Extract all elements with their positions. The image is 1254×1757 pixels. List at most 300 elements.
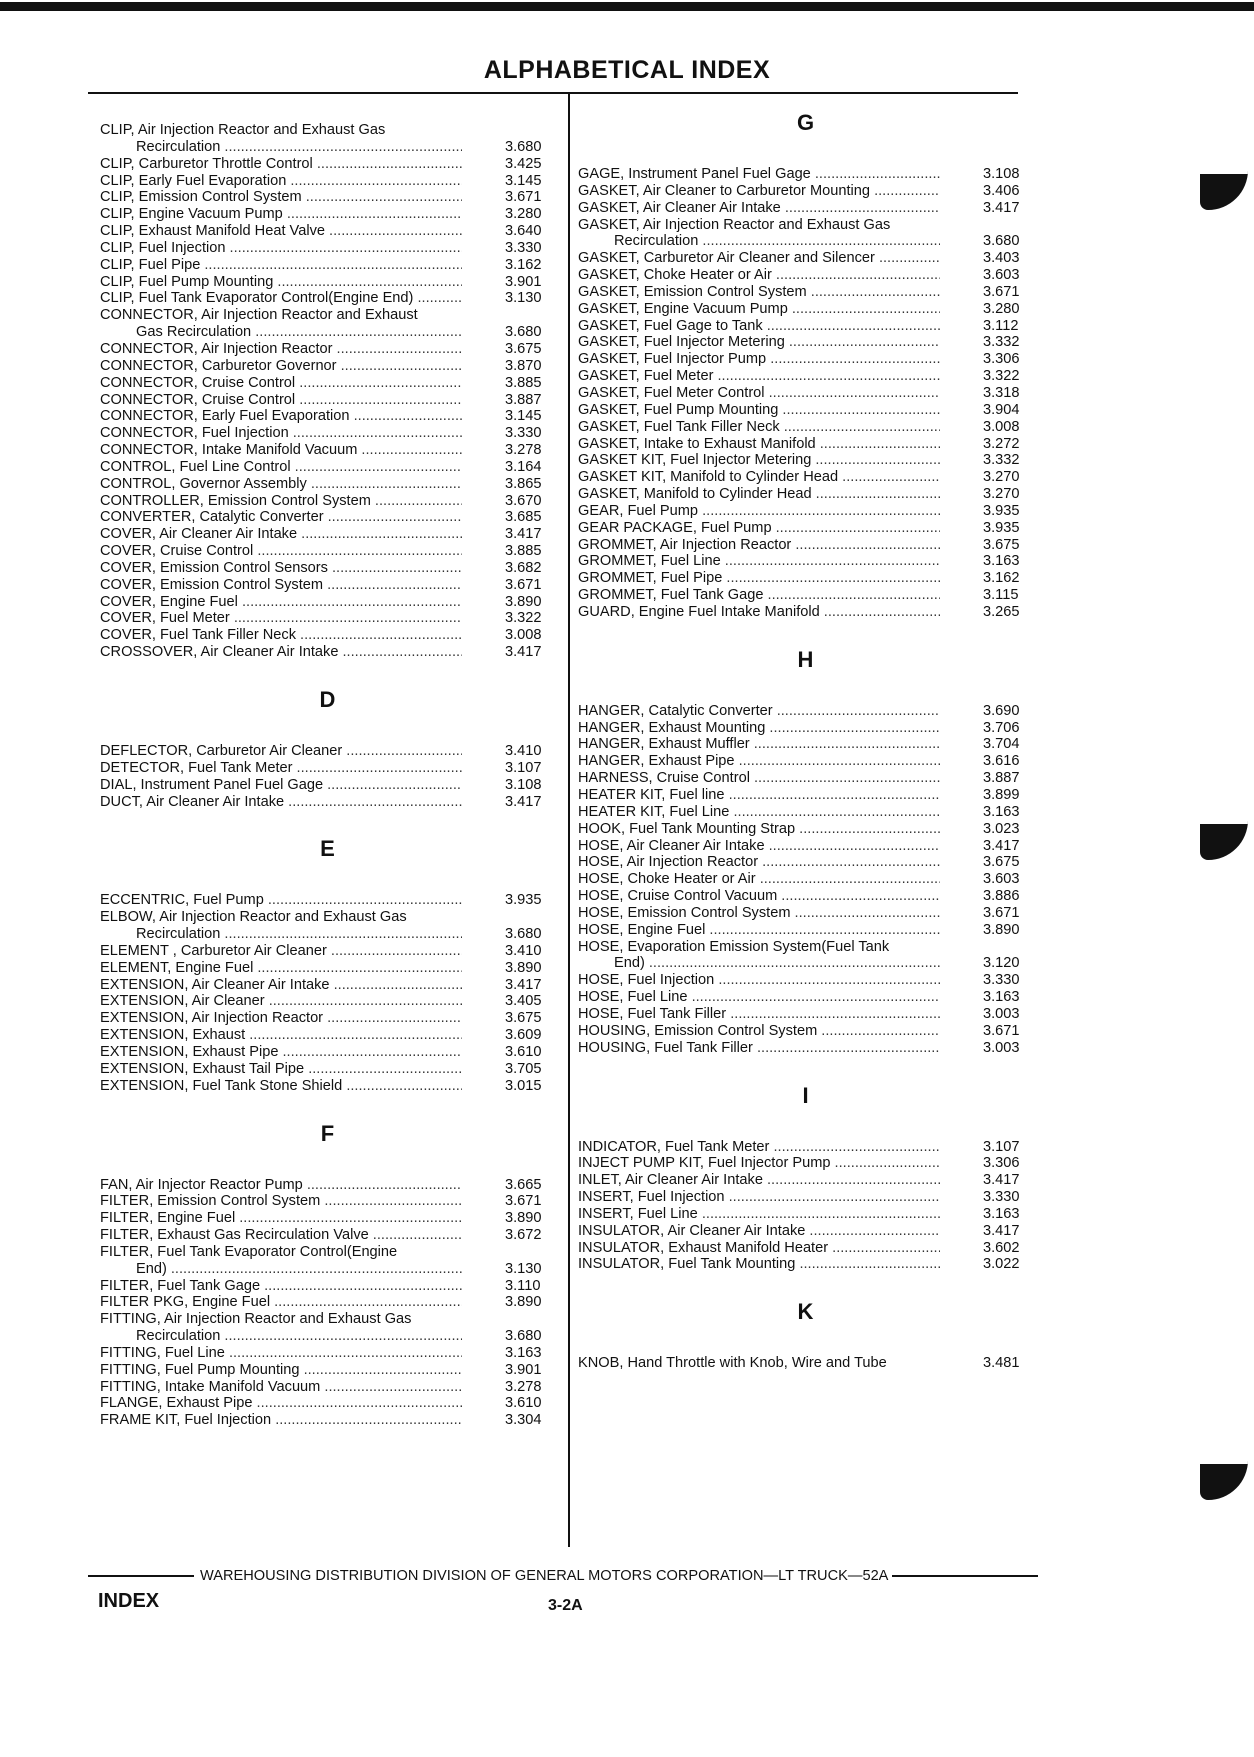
- index-entry: [578, 267, 1033, 284]
- index-entry: [100, 543, 555, 560]
- index-entry: [578, 436, 1033, 453]
- entry-name: HOSE, Fuel Line .....: [578, 989, 940, 1006]
- entry-page-ref: 3.885: [505, 374, 542, 391]
- section-letter-heading: G: [796, 110, 815, 135]
- entry-continuation: Gas Recirculation .....: [100, 324, 462, 341]
- entry-name: FILTER, Emission Control System .....: [100, 1193, 462, 1210]
- index-entry: [578, 183, 1033, 200]
- entry-name: FITTING, Intake Manifold Vacuum .....: [100, 1379, 462, 1396]
- index-entry: [578, 753, 1033, 770]
- entry-name: COVER, Engine Fuel .....: [100, 594, 462, 611]
- entry-page-ref: 3.163: [983, 989, 1020, 1006]
- entry-name: CONTROLLER, Emission Control System .....: [100, 493, 462, 510]
- entry-name: CLIP, Carburetor Throttle Control .....: [100, 156, 462, 173]
- entry-continuation: End) .....: [100, 1261, 462, 1278]
- entry-name: INLET, Air Cleaner Air Intake .....: [578, 1172, 940, 1189]
- entry-name: HOSE, Fuel Injection .....: [578, 972, 940, 989]
- entry-page-ref: 3.145: [505, 408, 542, 425]
- entry-page-ref: 3.417: [983, 837, 1020, 854]
- entry-page-ref: 3.008: [505, 627, 542, 644]
- entry-name: ELEMENT, Engine Fuel .....: [100, 960, 462, 977]
- entry-page-ref: 3.270: [983, 469, 1020, 486]
- index-entry: [100, 358, 555, 375]
- entry-name: HANGER, Catalytic Converter .....: [578, 703, 940, 720]
- entry-page-ref: 3.704: [983, 736, 1020, 753]
- entry-page-ref: 3.671: [505, 576, 542, 593]
- entry-page-ref: 3.672: [505, 1227, 542, 1244]
- index-entry: [100, 1345, 555, 1362]
- entry-name: CONNECTOR, Fuel Injection .....: [100, 425, 462, 442]
- entry-name: GASKET KIT, Manifold to Cylinder Head .....: [578, 469, 940, 486]
- entry-name: COVER, Emission Control System .....: [100, 577, 462, 594]
- entry-name: HOSE, Evaporation Emission System(Fuel Tank: [578, 938, 890, 955]
- entry-name: FILTER, Engine Fuel .....: [100, 1210, 462, 1227]
- index-section: [100, 836, 555, 1094]
- index-section: [100, 1121, 555, 1430]
- index-entry: [578, 1172, 1033, 1189]
- index-entry: [100, 1027, 555, 1044]
- index-section: [578, 1083, 1033, 1274]
- entry-name: GUARD, Engine Fuel Intake Manifold .....: [578, 604, 940, 621]
- index-entry: [578, 1139, 1033, 1156]
- right-index-column: [578, 110, 1033, 1372]
- entry-name: GEAR PACKAGE, Fuel Pump .....: [578, 520, 940, 537]
- entry-name: CONNECTOR, Intake Manifold Vacuum .....: [100, 442, 462, 459]
- index-entry: [578, 486, 1033, 503]
- index-entry: [100, 392, 555, 409]
- entry-continuation: Recirculation .....: [578, 233, 940, 250]
- entry-name: HOSE, Cruise Control Vacuum .....: [578, 888, 940, 905]
- index-entry: [578, 520, 1033, 537]
- entry-name: GROMMET, Fuel Line .....: [578, 553, 940, 570]
- index-entry: [578, 301, 1033, 318]
- entry-page-ref: 3.680: [505, 926, 542, 943]
- entry-name: HOSE, Fuel Tank Filler .....: [578, 1006, 940, 1023]
- index-entry: [578, 419, 1033, 436]
- entry-name: GASKET, Emission Control System .....: [578, 284, 940, 301]
- index-entry: [578, 1355, 1033, 1372]
- index-entry: [578, 736, 1033, 753]
- entry-name: HANGER, Exhaust Pipe .....: [578, 753, 940, 770]
- entry-page-ref: 3.162: [505, 256, 542, 273]
- index-entry: [100, 594, 555, 611]
- entry-name: COVER, Fuel Tank Filler Neck .....: [100, 627, 462, 644]
- entry-continuation: Recirculation .....: [100, 926, 462, 943]
- entry-page-ref: 3.671: [983, 1022, 1020, 1039]
- index-entry: [578, 1206, 1033, 1223]
- entry-page-ref: 3.130: [505, 290, 542, 307]
- entry-page-ref: 3.671: [983, 904, 1020, 921]
- entry-name: GASKET, Engine Vacuum Pump .....: [578, 301, 940, 318]
- entry-name: HOSE, Engine Fuel .....: [578, 922, 940, 939]
- entry-page-ref: 3.609: [505, 1027, 542, 1044]
- entry-name: GROMMET, Fuel Tank Gage .....: [578, 587, 940, 604]
- index-entry: [100, 1311, 555, 1345]
- entry-page-ref: 3.417: [983, 1222, 1020, 1239]
- index-entry: [100, 290, 555, 307]
- index-entry: [578, 351, 1033, 368]
- entry-page-ref: 3.163: [983, 553, 1020, 570]
- entry-page-ref: 3.163: [983, 1205, 1020, 1222]
- entry-name: COVER, Cruise Control .....: [100, 543, 462, 560]
- entry-name: INSERT, Fuel Line .....: [578, 1206, 940, 1223]
- index-entry: [100, 1210, 555, 1227]
- entry-name: GASKET, Air Cleaner to Carburetor Mounting .....: [578, 183, 940, 200]
- index-entry: [100, 943, 555, 960]
- entry-name: EXTENSION, Exhaust .....: [100, 1027, 462, 1044]
- entry-name: CLIP, Early Fuel Evaporation .....: [100, 173, 462, 190]
- entry-name: COVER, Air Cleaner Air Intake .....: [100, 526, 462, 543]
- entry-name: COVER, Emission Control Sensors .....: [100, 560, 462, 577]
- entry-name: GASKET, Fuel Tank Filler Neck .....: [578, 419, 940, 436]
- index-entry: [100, 1244, 555, 1278]
- index-entry: [100, 459, 555, 476]
- section-letter-heading: F: [320, 1120, 335, 1146]
- entry-page-ref: 3.675: [505, 340, 542, 357]
- entry-name: EXTENSION, Air Cleaner Air Intake .....: [100, 977, 462, 994]
- index-entry: [100, 892, 555, 909]
- entry-name: EXTENSION, Exhaust Pipe .....: [100, 1044, 462, 1061]
- entry-name: GASKET, Fuel Meter .....: [578, 368, 940, 385]
- entry-name: FILTER, Fuel Tank Evaporator Control(Engine: [100, 1243, 398, 1260]
- entry-name: INJECT PUMP KIT, Fuel Injector Pump .....: [578, 1155, 940, 1172]
- entry-page-ref: 3.680: [505, 324, 542, 341]
- entry-name: DIAL, Instrument Panel Fuel Gage .....: [100, 777, 462, 794]
- entry-name: HOSE, Emission Control System .....: [578, 905, 940, 922]
- entry-page-ref: 3.332: [983, 452, 1020, 469]
- entry-name: EXTENSION, Air Injection Reactor .....: [100, 1010, 462, 1027]
- index-entry: [578, 469, 1033, 486]
- entry-page-ref: 3.890: [505, 593, 542, 610]
- entry-page-ref: 3.610: [505, 1395, 542, 1412]
- entry-page-ref: 3.865: [505, 475, 542, 492]
- entry-page-ref: 3.410: [505, 942, 542, 959]
- index-entry: [578, 905, 1033, 922]
- index-entry: [578, 368, 1033, 385]
- entry-page-ref: 3.417: [505, 976, 542, 993]
- binder-hole-middle: [1200, 818, 1248, 860]
- entry-name: CLIP, Air Injection Reactor and Exhaust Gas: [100, 122, 386, 138]
- index-entry: [578, 537, 1033, 554]
- index-entry: [100, 577, 555, 594]
- page-number: 3-2A: [548, 1597, 583, 1614]
- entry-name: INSERT, Fuel Injection .....: [578, 1189, 940, 1206]
- entry-page-ref: 3.675: [983, 536, 1020, 553]
- entry-name: GASKET, Manifold to Cylinder Head .....: [578, 486, 940, 503]
- index-entry: [100, 375, 555, 392]
- entry-name: KNOB, Hand Throttle with Knob, Wire and Tube: [578, 1355, 887, 1372]
- entry-name: HEATER KIT, Fuel Line .....: [578, 804, 940, 821]
- section-letter-heading: H: [797, 646, 814, 672]
- index-entry: [100, 977, 555, 994]
- entry-name: GASKET, Carburetor Air Cleaner and Silencer .....: [578, 250, 940, 267]
- entry-name: CONNECTOR, Early Fuel Evaporation .....: [100, 408, 462, 425]
- entry-page-ref: 3.330: [505, 425, 542, 442]
- index-entry: [578, 570, 1033, 587]
- index-entry: [578, 166, 1033, 183]
- section-letter-heading: D: [319, 687, 336, 712]
- entry-page-ref: 3.112: [983, 317, 1019, 334]
- entry-page-ref: 3.603: [983, 871, 1020, 888]
- index-entry: [100, 794, 555, 811]
- entry-page-ref: 3.003: [983, 1005, 1020, 1022]
- entry-page-ref: 3.935: [983, 502, 1020, 519]
- index-entry: [578, 939, 1033, 973]
- entry-name: HOSE, Air Cleaner Air Intake .....: [578, 838, 940, 855]
- entry-name: FILTER PKG, Engine Fuel .....: [100, 1294, 462, 1311]
- entry-name: GASKET, Fuel Injector Pump .....: [578, 351, 940, 368]
- index-entry: [100, 627, 555, 644]
- entry-page-ref: 3.935: [505, 892, 542, 909]
- index-section: [100, 687, 555, 810]
- index-entry: [100, 777, 555, 794]
- entry-page-ref: 3.610: [505, 1043, 542, 1060]
- index-entry: [578, 888, 1033, 905]
- entry-page-ref: 3.682: [505, 559, 542, 576]
- entry-page-ref: 3.890: [505, 1210, 542, 1227]
- index-entry: [100, 1193, 555, 1210]
- index-entry: [100, 1010, 555, 1027]
- index-entry: [100, 1379, 555, 1396]
- index-entry: [578, 804, 1033, 821]
- entry-page-ref: 3.705: [505, 1060, 542, 1077]
- entry-name: CONTROL, Fuel Line Control .....: [100, 459, 462, 476]
- entry-page-ref: 3.890: [983, 921, 1020, 938]
- title-underline: [88, 92, 1018, 94]
- entry-page-ref: 3.706: [983, 719, 1020, 736]
- index-entry: [578, 1240, 1033, 1257]
- index-entry: [578, 284, 1033, 301]
- entry-page-ref: 3.935: [983, 519, 1020, 536]
- left-index-column: [100, 122, 555, 1429]
- entry-page-ref: 3.108: [983, 166, 1020, 182]
- entry-name: EXTENSION, Air Cleaner .....: [100, 993, 462, 1010]
- entry-page-ref: 3.318: [983, 384, 1020, 401]
- entry-continuation: End) .....: [578, 955, 940, 972]
- binder-hole-top: [1200, 168, 1248, 210]
- entry-page-ref: 3.417: [983, 1172, 1020, 1189]
- index-entry: [578, 1189, 1033, 1206]
- entry-page-ref: 3.675: [983, 854, 1020, 871]
- entry-page-ref: 3.885: [505, 543, 542, 560]
- entry-continuation: Recirculation .....: [100, 139, 462, 156]
- entry-page-ref: 3.685: [505, 509, 542, 526]
- entry-page-ref: 3.107: [505, 759, 542, 776]
- index-entry: [578, 318, 1033, 335]
- entry-name: HOOK, Fuel Tank Mounting Strap .....: [578, 821, 940, 838]
- index-entry: [100, 743, 555, 760]
- entry-name: GASKET KIT, Fuel Injector Metering .....: [578, 452, 940, 469]
- footer-index-label: INDEX: [98, 1590, 160, 1612]
- index-entry: [578, 334, 1033, 351]
- entry-name: CLIP, Fuel Injection .....: [100, 240, 462, 257]
- entry-page-ref: 3.280: [983, 300, 1020, 317]
- index-entry: [100, 644, 555, 661]
- index-entry: [578, 787, 1033, 804]
- column-divider: [568, 94, 570, 1547]
- index-section: [578, 110, 1033, 621]
- entry-page-ref: 3.890: [505, 959, 542, 976]
- section-letter-heading: E: [320, 836, 335, 862]
- index-entry: [100, 1412, 555, 1429]
- entry-page-ref: 3.145: [505, 172, 542, 189]
- entry-name: INSULATOR, Air Cleaner Air Intake .....: [578, 1223, 940, 1240]
- index-entry: [578, 385, 1033, 402]
- entry-name: DETECTOR, Fuel Tank Meter .....: [100, 760, 462, 777]
- index-entry: [100, 257, 555, 274]
- index-entry: [100, 206, 555, 223]
- entry-page-ref: 3.690: [983, 702, 1020, 719]
- entry-name: GASKET, Fuel Gage to Tank .....: [578, 318, 940, 335]
- index-entry: [578, 871, 1033, 888]
- footer-credit-line: [88, 1568, 1038, 1584]
- entry-page-ref: 3.680: [505, 138, 542, 155]
- index-entry: [100, 1044, 555, 1061]
- entry-page-ref: 3.403: [983, 250, 1020, 267]
- entry-page-ref: 3.015: [505, 1077, 542, 1094]
- index-entry: [578, 200, 1033, 217]
- entry-name: CLIP, Fuel Tank Evaporator Control(Engine End) .....: [100, 290, 462, 307]
- index-entry: [100, 526, 555, 543]
- entry-page-ref: 3.870: [505, 357, 542, 374]
- entry-page-ref: 3.163: [983, 803, 1020, 820]
- entry-page-ref: 3.130: [505, 1260, 542, 1277]
- entry-name: HEATER KIT, Fuel line .....: [578, 787, 940, 804]
- entry-page-ref: 3.306: [983, 351, 1020, 368]
- entry-page-ref: 3.671: [983, 283, 1020, 300]
- entry-page-ref: 3.162: [983, 570, 1020, 587]
- entry-name: GASKET, Intake to Exhaust Manifold .....: [578, 436, 940, 453]
- entry-name: GAGE, Instrument Panel Fuel Gage .....: [578, 166, 940, 183]
- index-entry: [100, 493, 555, 510]
- index-entry: [100, 1278, 555, 1295]
- entry-name: HOUSING, Fuel Tank Filler .....: [578, 1040, 940, 1057]
- index-entry: [100, 1227, 555, 1244]
- index-entry: [578, 838, 1033, 855]
- entry-name: HOSE, Choke Heater or Air .....: [578, 871, 940, 888]
- entry-name: CONNECTOR, Cruise Control .....: [100, 375, 462, 392]
- index-entry: [578, 922, 1033, 939]
- entry-name: GASKET, Air Injection Reactor and Exhaust Gas: [578, 216, 891, 233]
- index-entry: [100, 307, 555, 341]
- index-entry: [100, 760, 555, 777]
- entry-page-ref: 3.110: [505, 1277, 541, 1294]
- entry-name: CLIP, Fuel Pipe .....: [100, 257, 462, 274]
- entry-name: FLANGE, Exhaust Pipe .....: [100, 1395, 462, 1412]
- index-entry: [100, 425, 555, 442]
- entry-name: HANGER, Exhaust Mounting .....: [578, 720, 940, 737]
- entry-page-ref: 3.322: [983, 368, 1020, 385]
- index-entry: [578, 854, 1033, 871]
- entry-page-ref: 3.481: [983, 1355, 1020, 1372]
- entry-page-ref: 3.425: [505, 155, 542, 172]
- index-entry: [578, 250, 1033, 267]
- index-entry: [578, 217, 1033, 251]
- entry-page-ref: 3.410: [505, 743, 542, 759]
- index-entry: [578, 452, 1033, 469]
- entry-page-ref: 3.330: [983, 972, 1020, 989]
- index-entry: [578, 587, 1033, 604]
- index-entry: [100, 1061, 555, 1078]
- section-letter-heading: K: [797, 1299, 814, 1325]
- section-letter-heading: I: [802, 1082, 809, 1108]
- entry-name: GEAR, Fuel Pump .....: [578, 503, 940, 520]
- entry-page-ref: 3.665: [505, 1176, 542, 1193]
- index-entry: [100, 341, 555, 358]
- index-entry: [100, 408, 555, 425]
- entry-name: CLIP, Fuel Pump Mounting .....: [100, 274, 462, 291]
- index-entry: [100, 1078, 555, 1095]
- entry-name: FITTING, Fuel Line .....: [100, 1345, 462, 1362]
- index-entry: [578, 553, 1033, 570]
- index-entry: [578, 770, 1033, 787]
- entry-continuation: Recirculation .....: [100, 1328, 462, 1345]
- entry-page-ref: 3.163: [505, 1344, 542, 1361]
- index-entry: [578, 503, 1033, 520]
- index-entry: [100, 993, 555, 1010]
- entry-name: INSULATOR, Fuel Tank Mounting .....: [578, 1256, 940, 1273]
- entry-page-ref: 3.406: [983, 182, 1020, 199]
- entry-name: CONNECTOR, Cruise Control .....: [100, 392, 462, 409]
- entry-name: INDICATOR, Fuel Tank Meter .....: [578, 1139, 940, 1156]
- index-entry: [100, 476, 555, 493]
- entry-page-ref: 3.417: [505, 793, 542, 810]
- entry-page-ref: 3.904: [983, 401, 1020, 418]
- entry-page-ref: 3.405: [505, 993, 542, 1010]
- entry-page-ref: 3.670: [505, 492, 542, 509]
- entry-name: GASKET, Fuel Meter Control .....: [578, 385, 940, 402]
- entry-page-ref: 3.278: [505, 1378, 542, 1395]
- entry-name: EXTENSION, Fuel Tank Stone Shield .....: [100, 1078, 462, 1095]
- page-title: ALPHABETICAL INDEX: [483, 56, 771, 84]
- entry-name: HARNESS, Cruise Control .....: [578, 770, 940, 787]
- entry-name: CLIP, Exhaust Manifold Heat Valve .....: [100, 223, 462, 240]
- entry-page-ref: 3.675: [505, 1010, 542, 1027]
- index-entry: [578, 1023, 1033, 1040]
- binder-hole-bottom: [1200, 1458, 1248, 1500]
- index-entry: [578, 1040, 1033, 1057]
- entry-name: DUCT, Air Cleaner Air Intake .....: [100, 794, 462, 811]
- entry-page-ref: 3.272: [983, 435, 1020, 452]
- footer-credit-text: WAREHOUSING DISTRIBUTION DIVISION OF GENERAL MOTORS CORPORATION—LT TRUCK—52A: [200, 1568, 889, 1584]
- entry-page-ref: 3.603: [983, 267, 1020, 284]
- entry-page-ref: 3.680: [505, 1328, 542, 1345]
- entry-name: CONVERTER, Catalytic Converter .....: [100, 509, 462, 526]
- entry-name: DEFLECTOR, Carburetor Air Cleaner .....: [100, 743, 462, 760]
- entry-name: GASKET, Fuel Injector Metering .....: [578, 334, 940, 351]
- entry-page-ref: 3.616: [983, 753, 1020, 770]
- index-entry: [578, 720, 1033, 737]
- footer-rule-left: [88, 1575, 194, 1577]
- index-entry: [578, 821, 1033, 838]
- index-entry: [578, 1223, 1033, 1240]
- entry-page-ref: 3.306: [983, 1155, 1020, 1172]
- entry-name: GASKET, Air Cleaner Air Intake .....: [578, 200, 940, 217]
- entry-name: FILTER, Exhaust Gas Recirculation Valve .....: [100, 1227, 462, 1244]
- entry-name: FITTING, Fuel Pump Mounting .....: [100, 1362, 462, 1379]
- index-entry: [578, 989, 1033, 1006]
- entry-page-ref: 3.265: [983, 603, 1020, 620]
- index-entry: [100, 909, 555, 943]
- index-entry: [578, 402, 1033, 419]
- entry-page-ref: 3.417: [505, 526, 542, 543]
- entry-page-ref: 3.008: [983, 418, 1020, 435]
- index-entry: [100, 156, 555, 173]
- entry-page-ref: 3.671: [505, 189, 542, 206]
- entry-page-ref: 3.115: [983, 587, 1019, 604]
- entry-page-ref: 3.304: [505, 1412, 542, 1429]
- entry-name: ELEMENT , Carburetor Air Cleaner .....: [100, 943, 462, 960]
